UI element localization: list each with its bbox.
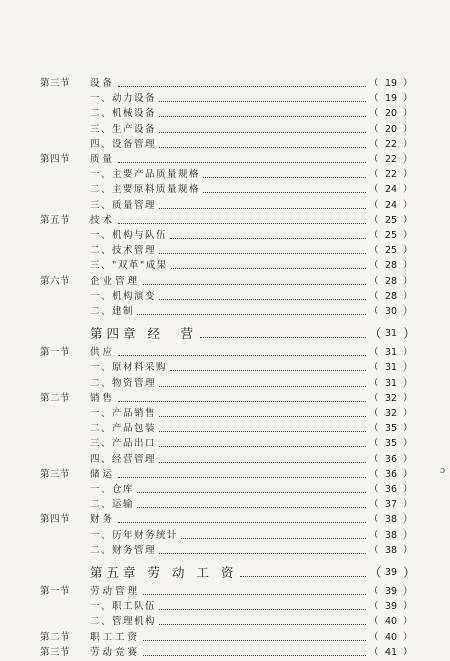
leader-dots [170, 370, 366, 371]
page-paren-close: ） [403, 230, 413, 241]
toc-page-number: 31 [384, 347, 398, 359]
toc-page-number: 32 [384, 408, 398, 419]
page-paren-open: （ [369, 423, 379, 435]
toc-subsection-row[interactable] [0, 599, 450, 615]
page-paren-open: （ [369, 514, 379, 526]
toc-section-number: 第二节 [40, 392, 71, 404]
page-paren-close: ） [403, 646, 413, 658]
page-paren-open: （ [369, 169, 379, 181]
toc-section-number: 第三节 [40, 78, 71, 89]
toc-page-number: 36 [384, 468, 398, 480]
toc-page-number: 30 [384, 306, 398, 317]
toc-entry-title: 三、产品出口 [90, 438, 157, 450]
toc-section-number: 第二节 [40, 631, 71, 643]
page-paren-close: ） [403, 108, 413, 120]
toc-page-number: 22 [384, 154, 398, 165]
leader-dots [171, 268, 366, 269]
toc-section-number: 第五节 [40, 214, 71, 226]
leader-dots [159, 446, 366, 447]
toc-entry-title: 一、机构与队伍 [90, 230, 168, 241]
page-paren-open: （ [369, 438, 379, 450]
toc-entry-title: 一、动力设备 [90, 93, 157, 105]
toc-subsection-row[interactable] [0, 289, 450, 305]
toc-subsection-row[interactable] [0, 106, 450, 122]
page-paren-close: ） [403, 499, 413, 511]
toc-chapter-row[interactable] [0, 323, 450, 345]
page-paren-open: （ [369, 408, 379, 419]
leader-dots [143, 284, 366, 285]
page-paren-open: （ [369, 230, 379, 241]
leader-dots [159, 462, 366, 463]
page-paren-open: （ [369, 123, 379, 135]
leader-dots [143, 655, 366, 656]
toc-entry-title: 设备 [90, 78, 116, 89]
toc-entry-title: 储运 [90, 468, 116, 480]
toc-section-row[interactable] [0, 584, 450, 600]
toc-page-number: 38 [384, 529, 398, 541]
toc-entry-title: 供应 [90, 347, 116, 359]
page-paren-close: ） [403, 484, 413, 495]
toc-subsection-row[interactable] [0, 452, 450, 468]
toc-entry-title: 职工工资 [90, 631, 141, 643]
page-paren-open: （ [369, 93, 379, 105]
toc-subsection-row[interactable] [0, 376, 450, 392]
toc-entry-title: 一、历年财务统计 [90, 529, 179, 541]
page-paren-close: ） [403, 199, 413, 211]
leader-dots [118, 162, 366, 163]
leader-dots [159, 416, 366, 417]
page-paren-open: （ [369, 275, 379, 287]
page-paren-close: ） [403, 468, 413, 480]
page-paren-open: （ [369, 214, 379, 226]
leader-dots [159, 386, 366, 387]
toc-entry-title: 一、原材料采购 [90, 362, 168, 374]
page-paren-open: （ [369, 260, 379, 272]
toc-section-number: 第一节 [40, 347, 71, 359]
toc-chapter-row[interactable] [0, 562, 450, 584]
toc-page-number: 22 [384, 138, 398, 150]
page-paren-open: （ [369, 499, 379, 511]
leader-dots [203, 177, 366, 178]
leader-dots [159, 208, 366, 209]
toc-entry-title: 第四章 经 营 [90, 326, 197, 342]
toc-page-number: 28 [384, 290, 398, 302]
toc-section-number: 第三节 [40, 468, 71, 480]
toc-section-row[interactable] [0, 152, 450, 168]
leader-dots [159, 553, 366, 554]
page-paren-close: ） [403, 169, 413, 181]
toc-subsection-row[interactable] [0, 228, 450, 244]
toc-entry-title: 三、"双革"成果 [90, 260, 168, 272]
toc-entry-title: 二、运输 [90, 499, 135, 511]
toc-subsection-row[interactable] [0, 528, 450, 544]
toc-section-number: 第六节 [40, 275, 71, 287]
toc-entry-title: 劳动竞赛 [90, 646, 141, 658]
toc-page-number: 37 [384, 499, 398, 511]
toc-entry-title: 财务 [90, 514, 116, 526]
page-paren-close: ） [403, 347, 413, 359]
page-paren-open: （ [369, 601, 379, 613]
page-paren-close: ） [403, 93, 413, 105]
page-paren-close: ） [403, 138, 413, 150]
page-paren-close: ） [403, 586, 413, 597]
toc-section-row[interactable] [0, 512, 450, 528]
page-paren-close: ） [403, 377, 413, 389]
leader-dots [143, 640, 366, 641]
margin-mark: ɔ [440, 466, 446, 476]
toc-section-row[interactable] [0, 467, 450, 483]
leader-dots [159, 101, 366, 102]
toc-subsection-row[interactable] [0, 258, 450, 274]
toc-entry-title: 三、生产设备 [90, 123, 157, 135]
toc-page-number: 40 [384, 616, 398, 628]
page-paren-close: ） [403, 514, 413, 526]
toc-section-number: 第三节 [40, 646, 71, 658]
toc-section-row[interactable] [0, 274, 450, 290]
toc-entry-title: 二、管理机构 [90, 616, 157, 628]
toc-page-number: 24 [384, 199, 398, 211]
page-paren-open: （ [369, 326, 382, 342]
toc-page-number: 28 [384, 275, 398, 287]
toc-page-number: 20 [384, 108, 398, 120]
page-paren-open: （ [369, 484, 379, 495]
toc-page-number: 36 [384, 484, 398, 495]
page-paren-close: ） [403, 290, 413, 302]
toc-page-number: 36 [384, 453, 398, 465]
toc-entry-title: 劳动管理 [90, 586, 141, 597]
toc-entry-title: 二、产品包装 [90, 423, 157, 435]
toc-page-number: 25 [384, 230, 398, 241]
page-paren-close: ） [403, 184, 413, 196]
toc-entry-title: 一、产品销售 [90, 408, 157, 419]
page-paren-close: ） [403, 214, 413, 226]
page-paren-open: （ [369, 453, 379, 465]
toc-section-number: 第四节 [40, 514, 71, 526]
toc-entry-title: 二、主要原料质量规格 [90, 184, 201, 196]
toc-subsection-row[interactable] [0, 497, 450, 513]
page-paren-open: （ [369, 586, 379, 597]
toc-entry-title: 二、物资管理 [90, 377, 157, 389]
toc-entry-title: 销售 [90, 392, 116, 404]
page-paren-open: （ [369, 108, 379, 120]
toc-entry-title: 一、主要产品质量规格 [90, 169, 201, 181]
leader-dots [159, 609, 366, 610]
toc-subsection-row[interactable] [0, 167, 450, 183]
toc-entry-title: 一、仓库 [90, 484, 135, 495]
toc-page-number: 39 [384, 601, 398, 613]
toc-subsection-row[interactable] [0, 614, 450, 630]
page-paren-close: ） [403, 326, 416, 342]
leader-dots [159, 147, 366, 148]
page-paren-open: （ [369, 646, 379, 658]
toc-page-number: 31 [384, 328, 398, 340]
toc-subsection-row[interactable] [0, 421, 450, 437]
page-paren-open: （ [369, 78, 379, 89]
page-paren-open: （ [369, 347, 379, 359]
page-paren-close: ） [403, 123, 413, 135]
leader-dots [159, 299, 366, 300]
leader-dots [118, 223, 366, 224]
page-paren-open: （ [369, 392, 379, 404]
page-paren-close: ） [403, 423, 413, 435]
page-paren-close: ） [403, 392, 413, 404]
page-paren-close: ） [403, 631, 413, 643]
page-paren-open: （ [369, 616, 379, 628]
toc-page-number: 41 [384, 646, 398, 658]
page-paren-open: （ [369, 184, 379, 196]
toc-entry-title: 三、质量管理 [90, 199, 157, 211]
leader-dots [159, 132, 366, 133]
toc-page-number: 22 [384, 169, 398, 181]
toc-section-row[interactable] [0, 630, 450, 646]
toc-page-number: 38 [384, 514, 398, 526]
toc-page-number: 35 [384, 423, 398, 435]
leader-dots [159, 116, 366, 117]
toc-entry-title: 四、设备管理 [90, 138, 157, 150]
page-paren-open: （ [369, 565, 382, 580]
toc-page-number: 20 [384, 123, 398, 135]
toc-page-number: 39 [384, 586, 398, 597]
toc-subsection-row[interactable] [0, 91, 450, 107]
page-paren-open: （ [369, 138, 379, 150]
toc-entry-title: 二、机械设备 [90, 108, 157, 120]
toc-section-number: 第一节 [40, 586, 71, 597]
page-paren-open: （ [369, 306, 379, 317]
toc-page-number: 25 [384, 245, 398, 257]
toc-subsection-row[interactable] [0, 122, 450, 138]
toc-entry-title: 二、财务管理 [90, 544, 157, 556]
toc-page-number: 35 [384, 438, 398, 450]
leader-dots [181, 538, 366, 539]
page-paren-close: ） [403, 529, 413, 541]
leader-dots [118, 355, 366, 356]
toc-entry-title: 第五章 劳 动 工 资 [90, 565, 238, 580]
page-paren-open: （ [369, 529, 379, 541]
page-paren-open: （ [369, 362, 379, 374]
page-paren-open: （ [369, 631, 379, 643]
page-paren-open: （ [369, 154, 379, 165]
toc-subsection-row[interactable] [0, 436, 450, 452]
toc-subsection-row[interactable] [0, 360, 450, 376]
leader-dots [118, 477, 366, 478]
toc-page-number: 38 [384, 544, 398, 556]
page-paren-close: ） [403, 154, 413, 165]
toc-page-number: 32 [384, 392, 398, 404]
leader-dots [159, 253, 366, 254]
leader-dots [200, 337, 366, 338]
leader-dots [137, 314, 366, 315]
toc-page-number: 31 [384, 362, 398, 374]
page-paren-open: （ [369, 290, 379, 302]
toc-subsection-row[interactable] [0, 137, 450, 153]
toc-subsection-row[interactable] [0, 406, 450, 422]
toc-entry-title: 质量 [90, 154, 116, 165]
toc-page-number: 31 [384, 377, 398, 389]
leader-dots [203, 192, 366, 193]
leader-dots [159, 624, 366, 625]
page-paren-open: （ [369, 245, 379, 257]
toc-section-number: 第四节 [40, 154, 71, 165]
toc-entry-title: 技术 [90, 214, 116, 226]
leader-dots [240, 576, 366, 577]
toc-page-number: 40 [384, 631, 398, 643]
page-paren-open: （ [369, 199, 379, 211]
leader-dots [159, 431, 366, 432]
toc-entry-title: 企业管理 [90, 275, 141, 287]
page-paren-close: ） [403, 260, 413, 272]
leader-dots [143, 594, 366, 595]
page-paren-close: ） [403, 275, 413, 287]
leader-dots [118, 86, 366, 87]
toc-page-number: 24 [384, 184, 398, 196]
page-paren-close: ） [403, 616, 413, 628]
toc-page-number: 25 [384, 214, 398, 226]
leader-dots [118, 522, 366, 523]
toc-section-row[interactable] [0, 345, 450, 361]
leader-dots [118, 401, 366, 402]
page-paren-close: ） [403, 438, 413, 450]
toc-entry-title: 二、技术管理 [90, 245, 157, 257]
toc-section-row[interactable] [0, 645, 450, 661]
toc-subsection-row[interactable] [0, 243, 450, 259]
leader-dots [137, 492, 366, 493]
toc-subsection-row[interactable] [0, 482, 450, 498]
toc-entry-title: 一、职工队伍 [90, 601, 157, 613]
toc-entry-title: 二、建制 [90, 306, 135, 317]
page-paren-close: ） [403, 78, 413, 89]
toc-subsection-row[interactable] [0, 304, 450, 320]
page-paren-close: ） [403, 306, 413, 317]
toc-section-row[interactable] [0, 213, 450, 229]
toc-page-number: 19 [384, 78, 398, 89]
leader-dots [137, 507, 366, 508]
toc-entry-title: 一、机构演变 [90, 290, 157, 302]
page-paren-close: ） [403, 245, 413, 257]
page-paren-close: ） [403, 362, 413, 374]
toc-subsection-row[interactable] [0, 198, 450, 214]
page-paren-close: ） [403, 565, 416, 580]
page-paren-close: ） [403, 408, 413, 419]
toc-subsection-row[interactable] [0, 182, 450, 198]
toc-section-row[interactable] [0, 76, 450, 92]
toc-page-number: 28 [384, 260, 398, 272]
toc-entry-title: 四、经营管理 [90, 453, 157, 465]
leader-dots [170, 238, 366, 239]
page-paren-open: （ [369, 544, 379, 556]
page-paren-open: （ [369, 468, 379, 480]
page-paren-open: （ [369, 377, 379, 389]
toc-subsection-row[interactable] [0, 543, 450, 559]
toc-page-number: 39 [384, 567, 398, 578]
page-paren-close: ） [403, 453, 413, 465]
page-paren-close: ） [403, 544, 413, 556]
toc-section-row[interactable] [0, 391, 450, 407]
toc-page-number: 19 [384, 93, 398, 105]
page-paren-close: ） [403, 601, 413, 613]
